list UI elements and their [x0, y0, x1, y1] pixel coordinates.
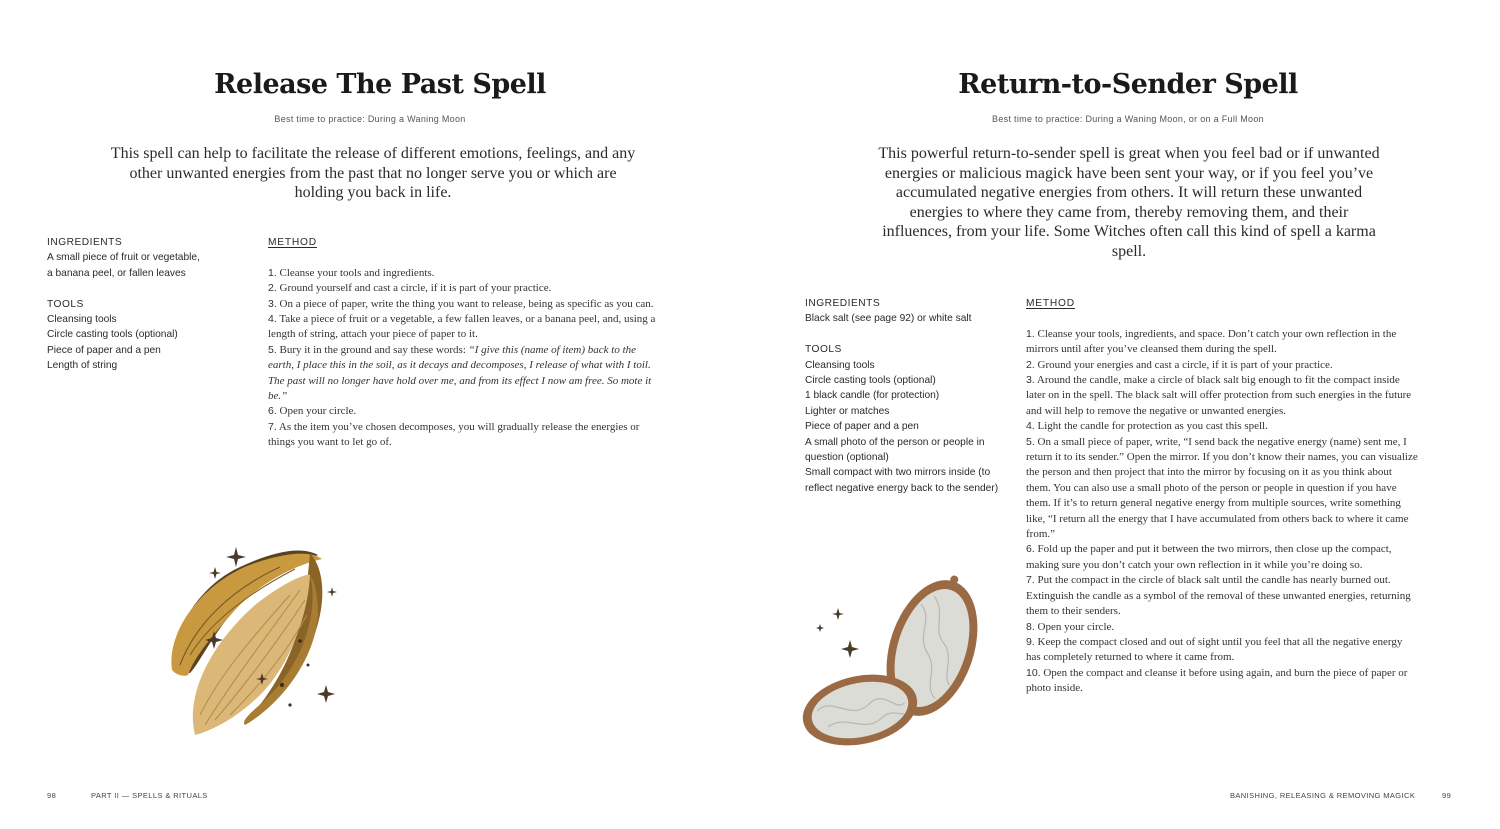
- intro-paragraph: This spell can help to facilitate the release of different emotions, feelings, and any other unwanted energies from the past that no longer serve you or which are holding you back in life.: [110, 145, 636, 201]
- method-step: 10. Open the compact and cleanse it before using again, and burn the piece of paper or photo inside.: [1026, 666, 1408, 695]
- tools-heading: TOOLS: [805, 344, 842, 356]
- list-item: Lighter or matches: [805, 405, 890, 417]
- method-column: [1026, 296, 1418, 697]
- right-page: [750, 0, 1500, 829]
- method-steps: [1026, 327, 1418, 697]
- method-step: 2. Ground your energies and cast a circle, if it is part of your practice.: [1026, 358, 1333, 371]
- method-step: 3. Around the candle, make a circle of black salt big enough to fit the compact inside later on in the spell. The black salt will offer protection from such energies in the future and will help to remove the negative or unwanted energies.: [1026, 374, 1412, 417]
- page-title: Release The Past Spell: [214, 69, 546, 100]
- running-head: PART II — SPELLS & RITUALS: [91, 791, 208, 800]
- method-step: 8. Open your circle.: [1026, 620, 1115, 633]
- running-head: BANISHING, RELEASING & REMOVING MAGICK: [1230, 791, 1416, 800]
- list-item: a banana peel, or fallen leaves: [47, 267, 186, 279]
- page-number: 99: [1442, 791, 1452, 800]
- best-time-note: Best time to practice: During a Waning Moon, or on a Full Moon: [992, 114, 1264, 124]
- list-item: A small piece of fruit or vegetable,: [47, 252, 200, 264]
- method-step: 6. Fold up the paper and put it between the two mirrors, then close up the compact, making sure you don’t catch your own reflection in it while you’re doing so.: [1026, 543, 1392, 571]
- list-item: Cleansing tools: [805, 359, 875, 371]
- ingredients-list: [805, 311, 1010, 326]
- list-item: 1 black candle (for protection): [805, 390, 940, 402]
- method-steps: [268, 266, 660, 451]
- list-item: Circle casting tools (optional): [805, 375, 936, 387]
- list-item: Piece of paper and a pen: [805, 421, 919, 433]
- page-number: 98: [47, 791, 57, 800]
- method-column: [268, 235, 660, 451]
- method-step: 5. Bury it in the ground and say these words: “I give this (name of item) back to the earth, I place this in the soil, as it decays and decomposes, I release of what with I toil. The past will no longer have hold over me, and from its effect I now am free. So mote it be.”: [268, 343, 652, 403]
- intro-paragraph: This powerful return-to-sender spell is great when you feel bad or if unwanted energies or malicious magick have been sent your way, or if you feel you’ve accumulated negative energies from others. It will return these unwanted energies to where they came from, thereby removing them, and their influences, from your life. Some Witches often call this kind of spell a karma spell.: [878, 145, 1380, 260]
- method-step: 7. Put the compact in the circle of black salt until the candle has nearly burned out. Extinguish the candle as a symbol of the removal of these unwanted energies, returning them to their senders.: [1026, 574, 1411, 618]
- list-item: Black salt (see page 92) or white salt: [805, 313, 972, 325]
- list-item: Circle casting tools (optional): [47, 329, 178, 341]
- list-item: Small compact with two mirrors inside (to reflect negative energy back to the sender): [805, 467, 999, 494]
- method-step: 1. Cleanse your tools and ingredients.: [268, 266, 435, 279]
- ingredients-list: [47, 250, 247, 281]
- compact-mirror-illustration: [800, 570, 980, 750]
- method-step: 9. Keep the compact closed and out of sight until you feel that all the negative energy has completely returned to where it came from.: [1026, 635, 1403, 664]
- method-step: 4. Light the candle for protection as you cast this spell.: [1026, 420, 1268, 433]
- list-item: Length of string: [47, 360, 118, 372]
- tools-list: [47, 312, 247, 374]
- ingredients-tools-column: [47, 235, 247, 374]
- banana-peel-illustration: [160, 545, 345, 740]
- tools-list: [805, 358, 1010, 497]
- ingredients-tools-column: [805, 296, 1010, 496]
- ingredients-heading: INGREDIENTS: [805, 298, 881, 309]
- best-time-note: Best time to practice: During a Waning Moon: [274, 114, 466, 124]
- method-step: 1. Cleanse your tools, ingredients, and space. Don’t catch your own reflection in the mirrors until after you’ve cleansed them during the spell.: [1026, 327, 1397, 356]
- tools-heading: TOOLS: [47, 298, 84, 310]
- list-item: Cleansing tools: [47, 314, 117, 326]
- method-step: 6. Open your circle.: [268, 405, 357, 418]
- method-step: 5. On a small piece of paper, write, “I send back the negative energy (name) sent me, I return it to its sender.” Open the mirror. If you don’t know their names, you can visualize the person and then project that into the mirror by focusing on it as you think about them. You can also use a small photo of the person or people in question if you have them. If it’s to return general negative energy from multiple sources, write something like, “I return all the energy that I have accumulated from others back to where it came from.”: [1026, 435, 1418, 541]
- ingredients-heading: INGREDIENTS: [47, 237, 123, 248]
- method-heading: METHOD: [268, 237, 317, 248]
- method-heading: METHOD: [1026, 298, 1075, 309]
- page-title: Return-to-Sender Spell: [958, 69, 1298, 100]
- incantation-quote: “I give this (name of item) back to the earth, I place this in the soil, as it decays and decomposes, I release of what with I toil. The past will no longer have hold over me, and from its effect I now am free. So mote it be.”: [268, 343, 652, 403]
- list-item: Piece of paper and a pen: [47, 344, 161, 356]
- method-step: 2. Ground yourself and cast a circle, if it is part of your practice.: [268, 282, 552, 295]
- list-item: A small photo of the person or people in question (optional): [805, 436, 985, 464]
- method-step: 7. As the item you’ve chosen decomposes, you will gradually release the energies or things you want to let go of.: [268, 420, 640, 449]
- method-step: 4. Take a piece of fruit or a vegetable, a few fallen leaves, or a banana peel, and, using a length of string, attach your piece of paper to it.: [268, 313, 656, 341]
- method-step: 3. On a piece of paper, write the thing you want to release, being as specific as you can.: [268, 297, 654, 310]
